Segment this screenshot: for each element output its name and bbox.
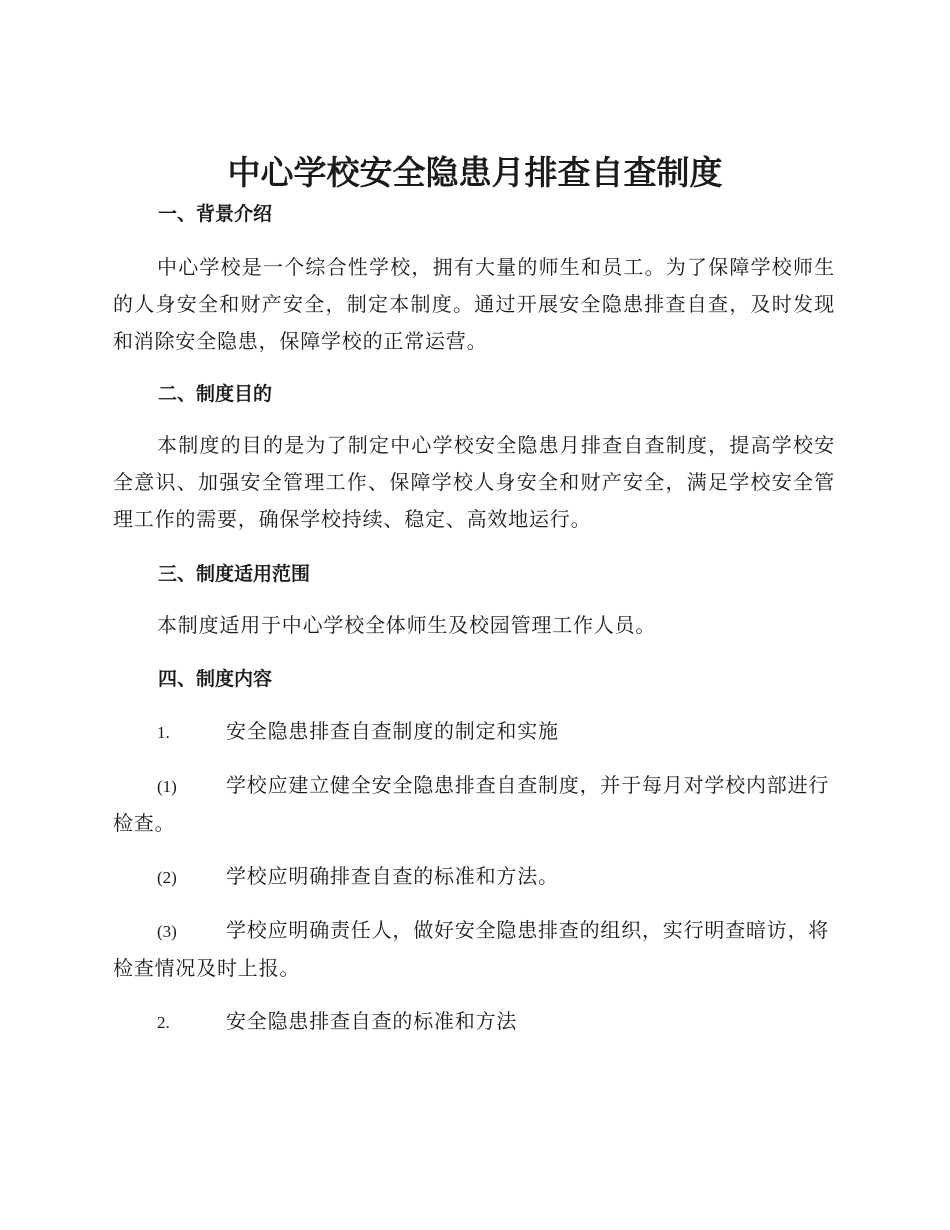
- list-item: [113, 767, 835, 842]
- list-item: [113, 713, 835, 751]
- list-item: [113, 1003, 835, 1041]
- list-item-number: (1): [157, 777, 177, 796]
- section-paragraph-background: 中心学校是一个综合性学校，拥有大量的师生和员工。为了保障学校师生的人身安全和财产安全，制定本制度。通过开展安全隐患排查自查，及时发现和消除安全隐患，保障学校的正常运营。: [113, 255, 835, 353]
- list-item-number: 2.: [157, 1013, 170, 1032]
- section-heading-content: 四、制度内容: [158, 668, 273, 690]
- list-item-text: 学校应明确排查自查的标准和方法。: [226, 864, 559, 888]
- section-heading-purpose: 二、制度目的: [158, 383, 273, 405]
- list-item-text: 安全隐患排查自查制度的制定和实施: [226, 719, 559, 743]
- list-item-number: (3): [157, 922, 177, 941]
- list-item-text: 安全隐患排查自查的标准和方法: [226, 1009, 518, 1033]
- list-item-number: 1.: [157, 723, 170, 742]
- section-paragraph-purpose: 本制度的目的是为了制定中心学校安全隐患月排查自查制度，提高学校安全意识、加强安全管理工作、保障学校人身安全和财产安全，满足学校安全管理工作的需要，确保学校持续、稳定、高效地运行。: [113, 433, 835, 531]
- list-item-text: 学校应明确责任人，做好安全隐患排查的组织，实行明查暗访，将检查情况及时上报。: [113, 918, 830, 980]
- section-paragraph-scope: 本制度适用于中心学校全体师生及校园管理工作人员。: [157, 613, 657, 637]
- section-heading-scope: 三、制度适用范围: [158, 563, 311, 585]
- list-item-number: (2): [157, 868, 177, 887]
- section-heading-background: 一、背景介绍: [158, 203, 273, 225]
- list-item: [113, 858, 835, 896]
- document-title: 中心学校安全隐患月排查自查制度: [227, 153, 723, 192]
- list-item: [113, 912, 835, 987]
- list-item-text: 学校应建立健全安全隐患排查自查制度，并于每月对学校内部进行检查。: [113, 773, 830, 835]
